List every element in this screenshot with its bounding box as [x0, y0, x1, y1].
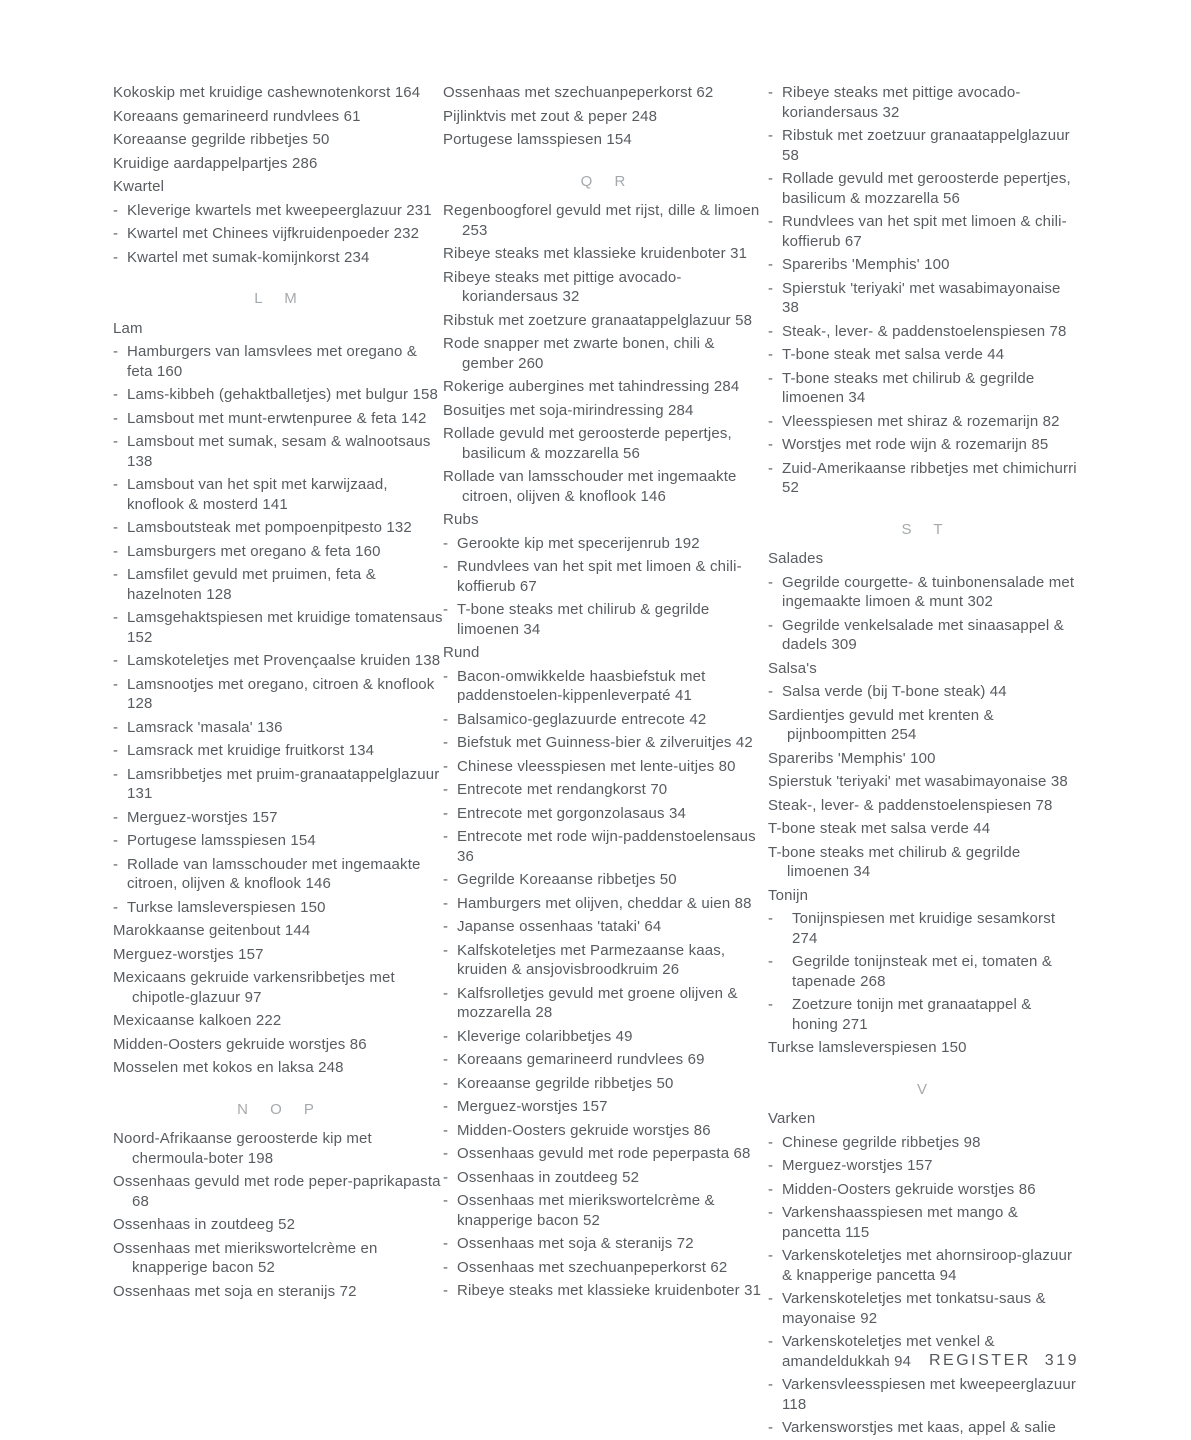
dash-marker: -	[768, 279, 774, 297]
index-entry: Ossenhaas met mierikswortelcrème en knapperige bacon 52	[113, 1239, 378, 1276]
index-subentry	[768, 322, 1081, 342]
index-entry: Kwartel	[113, 178, 165, 195]
index-entry: Noord-Afrikaanse geroosterde kip met chermoula-boter 198	[113, 1130, 372, 1167]
subentry-text: Kalfskoteletjes met Parmezaanse kaas, kruiden & ansjovisbroodkruim 26	[457, 941, 726, 978]
dash-marker: -	[113, 519, 119, 536]
index-subentry	[113, 741, 443, 761]
dash-marker: -	[443, 984, 449, 1002]
subentry-text: Lamsrack 'masala' 136	[127, 718, 283, 736]
dash-marker: -	[443, 534, 449, 552]
subentry-text: Varkenskoteletjes met venkel & amandeldukkah 94	[782, 1333, 995, 1370]
subentry-text: Ossenhaas met soja & steranijs 72	[457, 1235, 694, 1252]
subentry-text: T-bone steak met salsa verde 44	[782, 346, 1005, 363]
index-subentry	[768, 1133, 1081, 1153]
subentry-text: Hamburgers met olijven, cheddar & uien 88	[457, 894, 752, 912]
subentry-text: Koreaans gemarineerd rundvlees 69	[457, 1051, 705, 1068]
dash-marker: -	[768, 910, 774, 927]
index-entry: Tonijn	[768, 886, 809, 904]
subentry-text: Ossenhaas met mierikswortelcrème & knapperige bacon 52	[457, 1192, 715, 1229]
dash-marker: -	[443, 1098, 449, 1115]
index-subentry	[443, 710, 768, 730]
index-entry: Bosuitjes met soja-mirindressing 284	[443, 401, 694, 419]
index-entry: Rollade gevuld met geroosterde pepertjes, basilicum & mozzarella 56	[443, 425, 732, 462]
index-subentry	[768, 1375, 1081, 1414]
index-subentry	[443, 1121, 768, 1141]
index-subentry	[113, 385, 443, 405]
dash-marker: -	[768, 127, 774, 144]
page-footer	[929, 1352, 1079, 1370]
subentry-text: Spierstuk 'teriyaki' met wasabimayonaise 38	[782, 279, 1061, 316]
dash-marker: -	[768, 322, 774, 340]
index-subentry	[768, 1418, 1081, 1438]
dash-marker: -	[768, 369, 774, 387]
subentry-text: Lamsnootjes met oregano, citroen & knoflook 128	[127, 675, 435, 712]
dash-marker: -	[768, 1247, 774, 1264]
dash-marker: -	[443, 1168, 449, 1186]
dash-marker: -	[768, 573, 774, 591]
footer-register-label: REGISTER	[929, 1352, 1031, 1369]
dash-marker: -	[768, 256, 774, 273]
subentry-text: Portugese lamsspiesen 154	[127, 832, 316, 849]
dash-marker: -	[443, 1121, 449, 1139]
index-entry: Mexicaanse kalkoen 222	[113, 1012, 282, 1029]
index-subentry	[443, 1258, 768, 1278]
dash-marker: -	[113, 248, 119, 266]
dash-marker: -	[443, 601, 449, 618]
subentry-text: Lams-kibbeh (gehaktballetjes) met bulgur 158	[127, 386, 438, 403]
dash-marker: -	[443, 828, 449, 845]
subentry-text: Salsa verde (bij T-bone steak) 44	[782, 683, 1007, 700]
index-entry: Ossenhaas in zoutdeeg 52	[113, 1216, 296, 1233]
dash-marker: -	[443, 558, 449, 575]
index-subentry	[113, 651, 443, 671]
subentry-text: Ossenhaas in zoutdeeg 52	[457, 1168, 640, 1186]
subentry-text: Varkenshaasspiesen met mango & pancetta 115	[782, 1204, 1019, 1241]
subentry-text: Ribeye steaks met pittige avocado-koriandersaus 32	[782, 84, 1021, 121]
subentry-text: Vleesspiesen met shiraz & rozemarijn 82	[782, 412, 1060, 430]
index-subentry	[113, 518, 443, 538]
index-column-1	[113, 83, 443, 1305]
subentry-text: Varkenskoteletjes met tonkatsu-saus & mayonaise 92	[782, 1290, 1046, 1327]
subentry-text: Ribstuk met zoetzuur granaatappelglazuur 58	[782, 127, 1070, 164]
index-entry: Merguez-worstjes 157	[113, 945, 264, 963]
index-entry: Varken	[768, 1110, 816, 1127]
index-entry: Portugese lamsspiesen 154	[443, 131, 632, 148]
subentry-text: Midden-Oosters gekruide worstjes 86	[782, 1180, 1036, 1198]
subentry-text: Hamburgers van lamsvlees met oregano & feta 160	[127, 343, 417, 380]
subentry-text: Lamsbout van het spit met karwijzaad, knoflook & mosterd 141	[127, 476, 388, 513]
subentry-text: Koreaanse gegrilde ribbetjes 50	[457, 1074, 674, 1092]
index-subentry	[113, 898, 443, 918]
index-entry: Turkse lamsleverspiesen 150	[768, 1039, 967, 1056]
index-subentry	[443, 534, 768, 554]
subentry-text: Gegrilde tonijnsteak met ei, tomaten & tapenade 268	[792, 953, 1052, 990]
index-subentry	[768, 995, 1081, 1034]
index-entry: Rokerige aubergines met tahindressing 284	[443, 378, 740, 395]
index-entry: Rubs	[443, 511, 479, 528]
subentry-text: Entrecote met rode wijn-paddenstoelensaus 36	[457, 828, 756, 865]
subentry-text: Ribeye steaks met klassieke kruidenboter 31	[457, 1282, 762, 1299]
index-subentry	[768, 573, 1081, 612]
footer-page-number: 319	[1044, 1352, 1079, 1369]
dash-marker: -	[443, 1027, 449, 1045]
subentry-text: Tonijnspiesen met kruidige sesamkorst 274	[792, 910, 1056, 947]
dash-marker: -	[443, 1145, 449, 1162]
subentry-text: Worstjes met rode wijn & rozemarijn 85	[782, 436, 1049, 453]
dash-marker: -	[768, 459, 774, 477]
dash-marker: -	[443, 710, 449, 728]
index-subentry	[443, 1074, 768, 1094]
index-columns	[113, 83, 1081, 1440]
dash-marker: -	[768, 953, 774, 970]
index-entry: Salades	[768, 550, 824, 567]
subentry-text: Ossenhaas met szechuanpeperkorst 62	[457, 1258, 728, 1276]
dash-marker: -	[768, 412, 774, 430]
index-subentry	[768, 255, 1081, 275]
index-subentry	[443, 1191, 768, 1230]
subentry-text: Gegrilde Koreaanse ribbetjes 50	[457, 871, 677, 888]
subentry-text: Lamsbout met munt-erwtenpuree & feta 142	[127, 409, 427, 427]
index-subentry	[443, 733, 768, 753]
index-subentry	[443, 941, 768, 980]
subentry-text: Merguez-worstjes 157	[782, 1157, 933, 1174]
index-subentry	[768, 435, 1081, 455]
dash-marker: -	[113, 808, 119, 826]
section-heading: Q R	[580, 172, 631, 190]
dash-marker: -	[443, 734, 449, 751]
index-subentry	[443, 894, 768, 914]
dash-marker: -	[113, 409, 119, 427]
index-subentry	[443, 1027, 768, 1047]
index-entry: Koreaans gemarineerd rundvlees 61	[113, 107, 361, 125]
subentry-text: Lamsfilet gevuld met pruimen, feta & hazelnoten 128	[127, 566, 376, 603]
dash-marker: -	[443, 871, 449, 888]
subentry-text: Spareribs 'Memphis' 100	[782, 256, 950, 273]
index-subentry	[768, 616, 1081, 655]
dash-marker: -	[768, 436, 774, 453]
index-column-3	[768, 83, 1081, 1440]
index-subentry	[113, 224, 443, 244]
index-entry: Ribeye steaks met klassieke kruidenboter 31	[443, 245, 748, 262]
subentry-text: Chinese gegrilde ribbetjes 98	[782, 1133, 981, 1151]
index-subentry	[113, 201, 443, 221]
index-entry: Kokoskip met kruidige cashewnotenkorst 164	[113, 84, 421, 101]
dash-marker: -	[113, 225, 119, 242]
subentry-text: Ossenhaas gevuld met rode peperpasta 68	[457, 1145, 751, 1162]
dash-marker: -	[443, 1258, 449, 1276]
subentry-text: Biefstuk met Guinness-bier & zilveruitjes 42	[457, 734, 753, 751]
index-entry: Regenboogforel gevuld met rijst, dille & limoen 253	[443, 202, 760, 239]
index-subentry	[443, 780, 768, 800]
index-entry: Rode snapper met zwarte bonen, chili & gember 260	[443, 335, 715, 372]
index-subentry	[113, 608, 443, 647]
index-subentry	[768, 83, 1081, 122]
index-entry: T-bone steak met salsa verde 44	[768, 820, 991, 837]
index-entry: Kruidige aardappelpartjes 286	[113, 154, 318, 172]
index-entry: T-bone steaks met chilirub & gegrilde limoenen 34	[768, 843, 1021, 880]
index-subentry	[768, 212, 1081, 251]
index-subentry	[768, 1203, 1081, 1242]
dash-marker: -	[768, 1376, 774, 1393]
index-subentry	[443, 917, 768, 937]
index-subentry	[768, 369, 1081, 408]
subentry-text: Lamsbout met sumak, sesam & walnootsaus 138	[127, 433, 431, 470]
index-subentry	[443, 600, 768, 639]
index-entry: Sardientjes gevuld met krenten & pijnboompitten 254	[768, 706, 994, 743]
dash-marker: -	[443, 667, 449, 685]
index-column-2	[443, 83, 768, 1305]
dash-marker: -	[113, 832, 119, 849]
subentry-text: Lamsrack met kruidige fruitkorst 134	[127, 742, 375, 759]
subentry-text: Zoetzure tonijn met granaatappel & honing 271	[792, 996, 1032, 1033]
subentry-text: Lamskoteletjes met Provençaalse kruiden 138	[127, 652, 441, 669]
dash-marker: -	[443, 757, 449, 775]
subentry-text: Chinese vleesspiesen met lente-uitjes 80	[457, 757, 736, 775]
subentry-text: Rollade gevuld met geroosterde pepertjes, basilicum & mozzarella 56	[782, 170, 1071, 207]
dash-marker: -	[768, 1419, 774, 1436]
subentry-text: Gegrilde venkelsalade met sinaasappel & dadels 309	[782, 616, 1064, 653]
subentry-text: Zuid-Amerikaanse ribbetjes met chimichurri 52	[782, 459, 1077, 496]
subentry-text: Kalfsrolletjes gevuld met groene olijven & mozzarella 28	[457, 984, 738, 1021]
index-subentry	[443, 667, 768, 706]
index-subentry	[768, 1289, 1081, 1328]
dash-marker: -	[443, 1192, 449, 1209]
dash-marker: -	[113, 566, 119, 583]
index-subentry	[113, 675, 443, 714]
index-subentry	[113, 565, 443, 604]
index-subentry	[113, 542, 443, 562]
subentry-text: Kwartel met Chinees vijfkruidenpoeder 232	[127, 225, 420, 242]
index-entry: Mexicaans gekruide varkensribbetjes met chipotle-glazuur 97	[113, 969, 395, 1006]
section-heading: V	[916, 1080, 932, 1098]
index-subentry	[768, 279, 1081, 318]
index-subentry	[113, 831, 443, 851]
index-subentry	[443, 804, 768, 824]
dash-marker: -	[768, 170, 774, 187]
dash-marker: -	[443, 804, 449, 822]
index-entry: Lam	[113, 319, 143, 337]
index-subentry	[113, 342, 443, 381]
dash-marker: -	[768, 996, 774, 1013]
index-entry: Mosselen met kokos en laksa 248	[113, 1059, 344, 1076]
subentry-text: Steak-, lever- & paddenstoelenspiesen 78	[782, 322, 1067, 340]
subentry-text: Lamsboutsteak met pompoenpitpesto 132	[127, 519, 412, 536]
dash-marker: -	[443, 1074, 449, 1092]
subentry-text: Varkenskoteletjes met ahornsiroop-glazuur & knapperige pancetta 94	[782, 1247, 1073, 1284]
dash-marker: -	[768, 1157, 774, 1174]
index-entry: Ossenhaas met soja en steranijs 72	[113, 1282, 357, 1300]
subentry-text: Kleverige kwartels met kweepeerglazuur 231	[127, 201, 432, 219]
index-entry: Rund	[443, 644, 480, 661]
index-subentry	[443, 1144, 768, 1164]
section-heading: S T	[901, 520, 948, 538]
dash-marker: -	[443, 1282, 449, 1299]
subentry-text: Rundvlees van het spit met limoen & chili-koffierub 67	[782, 213, 1067, 250]
dash-marker: -	[768, 213, 774, 230]
subentry-text: Merguez-worstjes 157	[457, 1098, 608, 1115]
subentry-text: Gegrilde courgette- & tuinbonensalade met ingemaakte limoen & munt 302	[782, 573, 1075, 610]
dash-marker: -	[768, 616, 774, 634]
subentry-text: Lamsribbetjes met pruim-granaatappelglazuur 131	[127, 765, 440, 802]
index-entry: Ribeye steaks met pittige avocado-koriandersaus 32	[443, 268, 682, 305]
dash-marker: -	[113, 609, 119, 626]
subentry-text: Kwartel met sumak-komijnkorst 234	[127, 248, 370, 266]
index-entry: Spierstuk 'teriyaki' met wasabimayonaise 38	[768, 773, 1068, 790]
index-subentry	[443, 757, 768, 777]
index-entry: Ossenhaas gevuld met rode peper-paprikapasta 68	[113, 1173, 441, 1210]
subentry-text: Entrecote met rendangkorst 70	[457, 781, 668, 798]
subentry-text: Gerookte kip met specerijenrub 192	[457, 534, 700, 552]
dash-marker: -	[443, 918, 449, 935]
dash-marker: -	[443, 894, 449, 912]
dash-marker: -	[768, 84, 774, 101]
index-subentry	[443, 827, 768, 866]
index-subentry	[768, 169, 1081, 208]
dash-marker: -	[113, 476, 119, 493]
subentry-text: Varkensvleesspiesen met kweepeerglazuur 118	[782, 1376, 1077, 1413]
index-subentry	[113, 808, 443, 828]
index-entry: Ribstuk met zoetzure granaatappelglazuur 58	[443, 311, 753, 329]
index-subentry	[443, 1050, 768, 1070]
dash-marker: -	[443, 941, 449, 959]
dash-marker: -	[113, 542, 119, 560]
subentry-text: Lamsburgers met oregano & feta 160	[127, 542, 381, 560]
subentry-text: Lamsgehaktspiesen met kruidige tomatensaus 152	[127, 609, 443, 646]
dash-marker: -	[443, 1235, 449, 1252]
index-entry: Salsa's	[768, 659, 817, 677]
dash-marker: -	[768, 1290, 774, 1307]
index-subentry	[768, 1246, 1081, 1285]
dash-marker: -	[768, 1333, 774, 1350]
dash-marker: -	[768, 346, 774, 363]
index-subentry	[113, 475, 443, 514]
index-subentry	[443, 870, 768, 890]
index-subentry	[443, 1281, 768, 1301]
index-subentry	[768, 126, 1081, 165]
index-subentry	[443, 984, 768, 1023]
index-entry: Spareribs 'Memphis' 100	[768, 749, 936, 767]
subentry-text: Midden-Oosters gekruide worstjes 86	[457, 1121, 711, 1139]
index-subentry	[768, 1180, 1081, 1200]
dash-marker: -	[443, 1051, 449, 1068]
dash-marker: -	[768, 1204, 774, 1221]
dash-marker: -	[768, 683, 774, 700]
index-subentry	[768, 345, 1081, 365]
subentry-text: Entrecote met gorgonzolasaus 34	[457, 804, 686, 822]
dash-marker: -	[113, 898, 119, 916]
index-subentry	[443, 1234, 768, 1254]
index-entry: Pijlinktvis met zout & peper 248	[443, 107, 658, 125]
subentry-text: Balsamico-geglazuurde entrecote 42	[457, 710, 707, 728]
subentry-text: Japanse ossenhaas 'tataki' 64	[457, 918, 662, 935]
section-heading: N O P	[237, 1100, 319, 1118]
dash-marker: -	[113, 742, 119, 759]
index-subentry	[113, 855, 443, 894]
index-entry: Koreaanse gegrilde ribbetjes 50	[113, 131, 330, 148]
subentry-text: Varkensworstjes met kaas, appel & salie	[782, 1419, 1057, 1436]
dash-marker: -	[113, 433, 119, 450]
index-subentry	[768, 909, 1081, 948]
index-entry: Marokkaanse geitenbout 144	[113, 922, 311, 939]
index-subentry	[113, 409, 443, 429]
subentry-text: T-bone steaks met chilirub & gegrilde limoenen 34	[782, 369, 1035, 406]
index-subentry	[113, 718, 443, 738]
index-subentry	[443, 1097, 768, 1117]
subentry-text: Rundvlees van het spit met limoen & chili-koffierub 67	[457, 558, 742, 595]
index-subentry	[768, 459, 1081, 498]
dash-marker: -	[768, 1133, 774, 1151]
dash-marker: -	[113, 201, 119, 219]
index-entry: Midden-Oosters gekruide worstjes 86	[113, 1035, 367, 1053]
index-subentry	[443, 1168, 768, 1188]
subentry-text: T-bone steaks met chilirub & gegrilde limoenen 34	[457, 601, 710, 638]
dash-marker: -	[768, 1180, 774, 1198]
dash-marker: -	[113, 343, 119, 360]
dash-marker: -	[113, 652, 119, 669]
dash-marker: -	[113, 675, 119, 693]
section-heading: L M	[254, 290, 302, 307]
index-subentry	[113, 432, 443, 471]
subentry-text: Merguez-worstjes 157	[127, 808, 278, 826]
dash-marker: -	[113, 765, 119, 783]
index-subentry	[768, 952, 1081, 991]
dash-marker: -	[113, 855, 119, 873]
dash-marker: -	[113, 386, 119, 403]
index-entry: Ossenhaas met szechuanpeperkorst 62	[443, 84, 714, 101]
subentry-text: Turkse lamsleverspiesen 150	[127, 898, 326, 916]
index-subentry	[113, 248, 443, 268]
index-subentry	[768, 1156, 1081, 1176]
subentry-text: Kleverige colaribbetjes 49	[457, 1027, 633, 1045]
index-subentry	[443, 557, 768, 596]
subentry-text: Rollade van lamsschouder met ingemaakte citroen, olijven & knoflook 146	[127, 855, 421, 892]
index-entry: Rollade van lamsschouder met ingemaakte citroen, olijven & knoflook 146	[443, 468, 737, 505]
index-subentry	[768, 412, 1081, 432]
dash-marker: -	[113, 718, 119, 736]
index-entry: Steak-, lever- & paddenstoelenspiesen 78	[768, 796, 1053, 814]
index-subentry	[113, 765, 443, 804]
index-subentry	[768, 682, 1081, 702]
dash-marker: -	[443, 781, 449, 798]
subentry-text: Bacon-omwikkelde haasbiefstuk met paddenstoelen-kippenleverpaté 41	[457, 667, 706, 704]
